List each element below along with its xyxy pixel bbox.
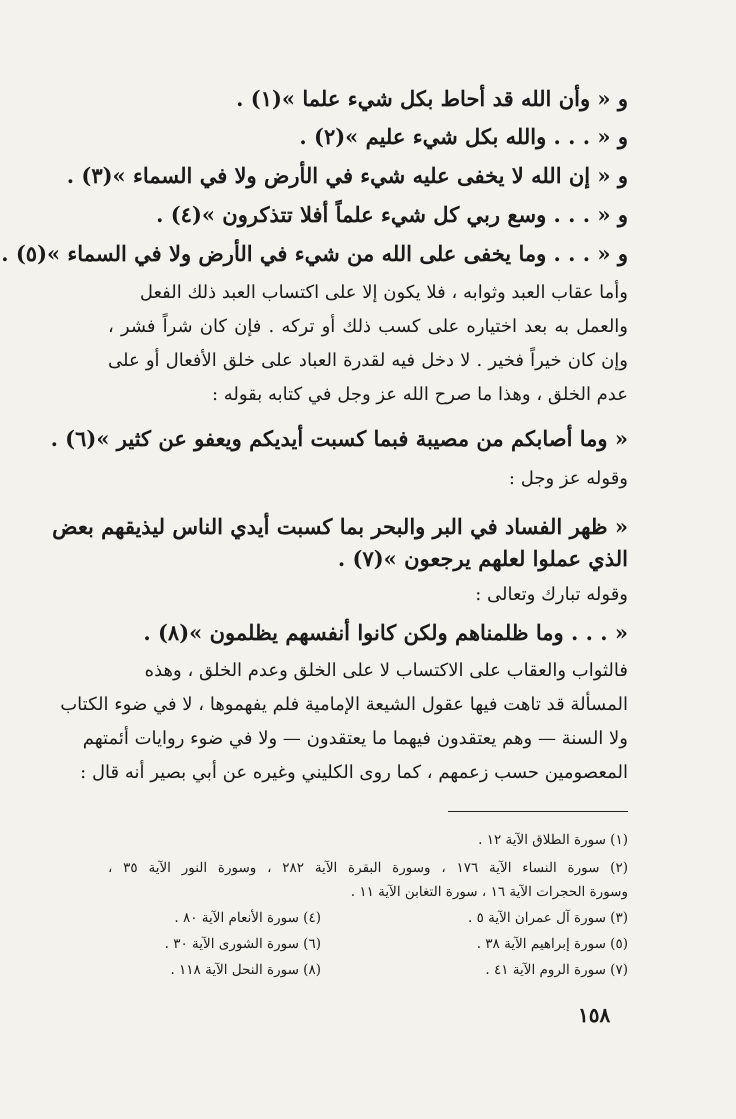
quote7-line-1: « ظهر الفساد في البر والبحر بما كسبت أيدي الناس ليذيقهم بعض bbox=[52, 514, 628, 539]
quote7-line-2: الذي عملوا لعلهم يرجعون »(٧) . bbox=[337, 546, 628, 571]
paragraph1-line-2: والعمل به بعد اختياره على كسب ذلك أو تركه . فإن كان شراً فشر ، bbox=[108, 316, 628, 337]
footnote-7: (٧) سورة الروم الآية ٤١ . bbox=[485, 962, 628, 978]
footnote-5: (٥) سورة إبراهيم الآية ٣٨ . bbox=[476, 936, 628, 952]
paragraph2-line-3: ولا السنة — وهم يعتقدون فيهما ما يعتقدون — ولا في ضوء روايات أئمتهم bbox=[82, 728, 628, 749]
quote-line-4: و « . . . وسع ربي كل شيء علماً أفلا تتذكرون »(٤) . bbox=[156, 202, 628, 227]
footnote-3: (٣) سورة آل عمران الآية ٥ . bbox=[468, 910, 628, 926]
quote-line-1: و « وأن الله قد أحاط بكل شيء علما »(١) . bbox=[236, 86, 628, 111]
paragraph2-line-4: المعصومين حسب زعمهم ، كما روى الكليني وغيره عن أبي بصير أنه قال : bbox=[80, 762, 628, 783]
paragraph1-line-4: عدم الخلق ، وهذا ما صرح الله عز وجل في كتابه بقوله : bbox=[211, 384, 628, 405]
paragraph1-line-3: وإن كان خيراً فخير . لا دخل فيه لقدرة العباد على خلق الأفعال أو على bbox=[108, 350, 628, 371]
quote6: « وما أصابكم من مصيبة فبما كسبت أيديكم ويعفو عن كثير »(٦) . bbox=[50, 426, 628, 451]
quote-line-2: و « . . . والله بكل شيء عليم »(٢) . bbox=[299, 124, 628, 149]
footnote-1: (١) سورة الطلاق الآية ١٢ . bbox=[478, 832, 628, 848]
intro8: وقوله تبارك وتعالى : bbox=[475, 584, 628, 605]
quote8: « . . . وما ظلمناهم ولكن كانوا أنفسهم يظلمون »(٨) . bbox=[143, 620, 628, 645]
footnote-6: (٦) سورة الشورى الآية ٣٠ . bbox=[164, 936, 321, 952]
paragraph2-line-1: فالثواب والعقاب على الاكتساب لا على الخلق وعدم الخلق ، وهذه bbox=[144, 660, 628, 681]
footnote-divider bbox=[448, 811, 628, 812]
quote-line-3: و « إن الله لا يخفى عليه شيء في الأرض ولا في السماء »(٣) . bbox=[66, 163, 628, 188]
paragraph1-line-1: وأما عقاب العبد وثوابه ، فلا يكون إلا على اكتساب العبد ذلك الفعل bbox=[139, 282, 628, 303]
quote-line-5: و « . . . وما يخفى على الله من شيء في الأرض ولا في السماء »(٥) . bbox=[1, 241, 628, 266]
page-number: ١٥٨ bbox=[578, 1003, 611, 1027]
footnote-2b: وسورة الحجرات الآية ١٦ ، سورة التغابن الآية ١١ . bbox=[350, 884, 628, 900]
footnote-2a: (٢) سورة النساء الآية ١٧٦ ، وسورة البقرة الآية ٢٨٢ ، وسورة النور الآية ٣٥ ، bbox=[108, 860, 628, 876]
intro7: وقوله عز وجل : bbox=[508, 468, 628, 489]
footnote-8: (٨) سورة النحل الآية ١١٨ . bbox=[170, 962, 321, 978]
paragraph2-line-2: المسألة قد تاهت فيها عقول الشيعة الإمامية فلم يفهموها ، لا في ضوء الكتاب bbox=[60, 694, 628, 715]
footnote-4: (٤) سورة الأنعام الآية ٨٠ . bbox=[174, 910, 321, 926]
